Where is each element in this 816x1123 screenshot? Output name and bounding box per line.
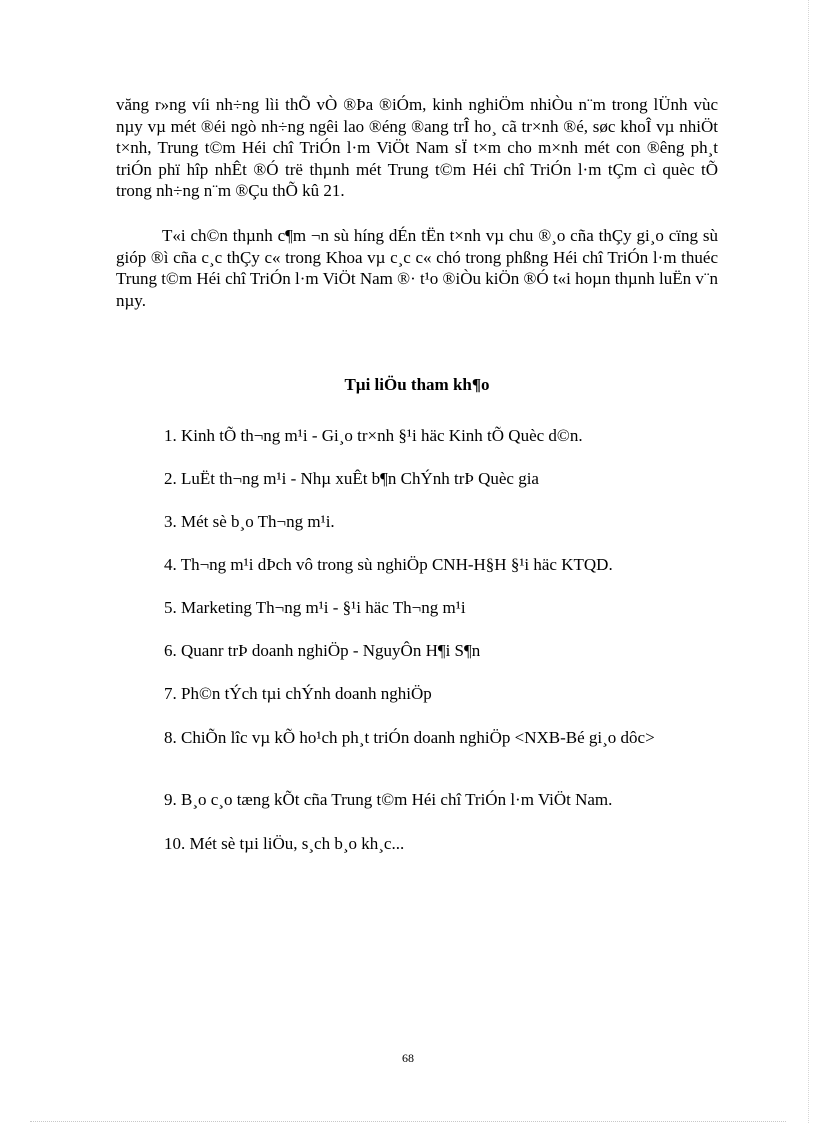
reference-item: 4. Th¬ng m¹i dÞch vô trong sù nghiÖp CNH-H§H §¹i häc KTQD.: [164, 555, 613, 574]
reference-item: 2. LuËt th¬ng m¹i - Nhµ xuÊt b¶n ChÝnh trÞ Quèc gia: [164, 469, 539, 488]
references-heading: Tµi liÖu tham kh¶o: [344, 375, 490, 394]
page-number: 68: [402, 1051, 414, 1065]
reference-item: 10. Mét sè tµi liÖu, s¸ch b¸o kh¸c...: [164, 834, 405, 853]
reference-item: 7. Ph©n tÝch tµi chÝnh doanh nghiÖp: [164, 684, 432, 703]
page-bottom-border: [30, 1121, 786, 1122]
body-paragraph: văng r»ng víi nh÷ng lìi thÕ vÒ ®Þa ®iÓm, kinh nghiÖm nhiÒu n¨m trong lÜnh vùc nµy vµ mét ®éi ngò nh÷ng ngêi lao ®éng ®ang trÎ ho¸ cã tr×nh ®é, søc khoÎ vµ nhiÖt t×nh, Trung t©m Héi chî TriÓn l·m ViÖt Nam sÏ t×m cho m×nh mét con ®êng ph¸t triÓn phï hîp nhÊt ®Ó trë thµnh mét Trung t©m Héi chî TriÓn l·m tÇm cì quèc tÕ trong nh÷ng n¨m ®Çu thÕ kû 21.: [116, 95, 718, 201]
reference-item: 3. Mét sè b¸o Th¬ng m¹i.: [164, 512, 335, 531]
reference-item: 9. B¸o c¸o tæng kÕt cña Trung t©m Héi chî TriÓn l·m ViÖt Nam.: [164, 790, 613, 809]
reference-item: 5. Marketing Th¬ng m¹i - §¹i häc Th¬ng m¹i: [164, 598, 466, 617]
reference-item: 1. Kinh tÕ th¬ng m¹i - Gi¸o tr×nh §¹i häc Kinh tÕ Quèc d©n.: [164, 426, 583, 445]
body-paragraph: T«i ch©n thµnh c¶m ¬n sù híng dÉn tËn t×nh vµ chu ®¸o cña thÇy gi¸o cïng sù gióp ®ì cña c¸c thÇy c« trong Khoa vµ c¸c c« chó trong phßng Héi chî TriÓn l·m thuéc Trung t©m Héi chî TriÓn l·m ViÖt Nam ®· t¹o ®iÒu kiÖn ®Ó t«i hoµn thµnh luËn v¨n nµy.: [116, 226, 718, 310]
reference-item: 8. ChiÕn lîc vµ kÕ ho¹ch ph¸t triÓn doanh nghiÖp <NXB-Bé gi¸o dôc>: [164, 728, 655, 747]
reference-item: 6. Quanr trÞ doanh nghiÖp - NguyÔn H¶i S¶n: [164, 641, 481, 660]
page-right-border: [808, 0, 809, 1123]
